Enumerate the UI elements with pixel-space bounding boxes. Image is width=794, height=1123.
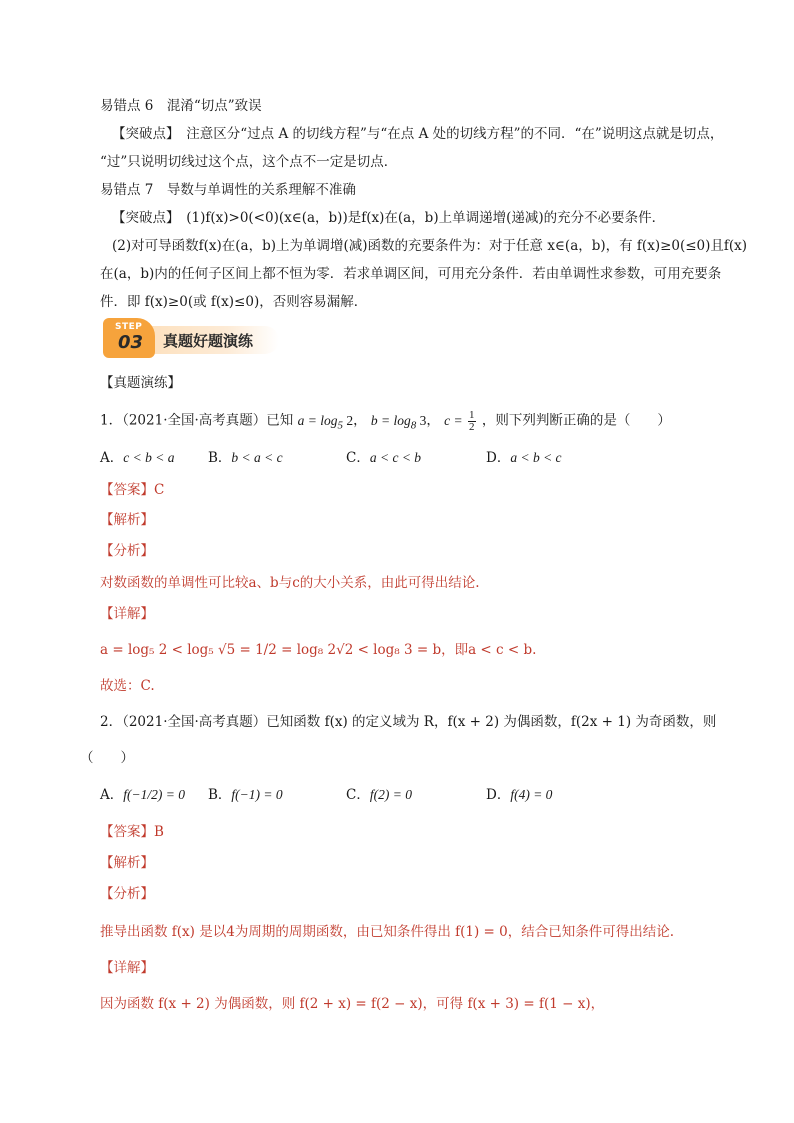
q1-detail-text: a = log₅ 2 < log₅ √5 = 1/2 = log₈ 2√2 < log₈ 3 = b，即a < c < b. (100, 642, 537, 658)
error-point-7-tip-line-3: 在(a，b)内的任何子区间上都不恒为零．若求单调区间，可用充分条件．若由单调性求参数，可用充要条 (100, 266, 722, 282)
question-2-stem-line-1: 2．（2021·全国·高考真题）已知函数 f(x) 的定义域为 R，f(x + 2) 为偶函数，f(2x + 1) 为奇函数，则 (100, 714, 717, 730)
q2-jiexi-label: 【解析】 (100, 855, 154, 871)
practice-header: 【真题演练】 (100, 375, 181, 391)
q1-answer: 【答案】C (100, 482, 165, 498)
q1-option-d: D．a < b < c (486, 450, 562, 466)
error-point-6-title: 易错点 6 混淆“切点”致误 (100, 98, 262, 114)
q1-fenxi-text: 对数函数的单调性可比较a、b与c的大小关系，由此可得出结论. (100, 575, 480, 591)
q1-detail-label: 【详解】 (100, 606, 154, 622)
q2-answer: 【答案】B (100, 824, 164, 840)
q2-fenxi-text: 推导出函数 f(x) 是以4为周期的周期函数，由已知条件得出 f(1) = 0，结合已知条件可得出结论. (100, 924, 674, 940)
q2-option-d: D．f(4) = 0 (486, 787, 553, 803)
step-title: 真题好题演练 (163, 332, 254, 350)
question-2-stem-line-2: （ ） (80, 750, 134, 766)
error-point-7-tip-line-1: 【突破点】 (1)f(x)>0(<0)(x∈(a，b))是f(x)在(a，b)上单调递增(递减)的充分不必要条件． (112, 210, 666, 226)
q2-option-b: B．f(−1) = 0 (208, 787, 283, 803)
q1-option-b: B．b < a < c (208, 450, 283, 466)
q2-fenxi-label: 【分析】 (100, 886, 154, 902)
q2-detail-text: 因为函数 f(x + 2) 为偶函数，则 f(2 + x) = f(2 − x)，可得 f(x + 3) = f(1 − x)， (100, 996, 605, 1012)
step-label: STEP (115, 322, 143, 332)
error-point-7-tip-line-2: (2)对可导函数f(x)在(a，b)上为单调增(减)函数的充要条件为：对于任意 x∈(a，b)，有 f(x)≥0(≤0)且f(x) (112, 238, 748, 254)
q1-jiexi-label: 【解析】 (100, 512, 154, 528)
q1-b-expr: $b = \log_8 3$ (370, 412, 427, 432)
q1-stem-suffix: ，则下列判断正确的是（ ） (481, 412, 671, 429)
error-point-6-tip-line-2: “过”只说明切线过这个点，这个点不一定是切点． (100, 154, 398, 170)
q2-detail-label: 【详解】 (100, 960, 154, 976)
q1-choose: 故选：C. (100, 678, 155, 694)
q1-a-expr: $a = \log_5 2$ (297, 412, 354, 432)
q1-option-a: A．c < b < a (100, 450, 175, 466)
step-badge (103, 318, 155, 358)
error-point-7-title: 易错点 7 导数与单调性的关系理解不准确 (100, 182, 356, 198)
q1-stem-prefix: 1．（2021·全国·高考真题）已知 (100, 412, 294, 429)
question-1-stem: 1．（2021·全国·高考真题）已知 $a = \log_5 2$， $b = \log_8 3$， c = $\frac{1}{2}$ ，则下列判断正确的是（ ） (100, 409, 671, 433)
q2-option-a: A．f(−1/2) = 0 (100, 787, 185, 803)
q2-option-c: C．f(2) = 0 (346, 787, 412, 803)
error-point-6-tip-line-1: 【突破点】 注意区分“过点 A 的切线方程”与“在点 A 处的切线方程”的不同．“在”说明这点就是切点， (112, 126, 724, 142)
step-03-banner (103, 318, 281, 358)
q1-fenxi-label: 【分析】 (100, 543, 154, 559)
q1-option-c: C．a < c < b (346, 450, 422, 466)
q1-c-expr: c = $\frac{1}{2}$ (444, 409, 475, 433)
error-point-7-tip-line-4: 件．即 f(x)≥0(或 f(x)≤0)，否则容易漏解． (100, 294, 368, 310)
step-number: 03 (118, 332, 144, 353)
